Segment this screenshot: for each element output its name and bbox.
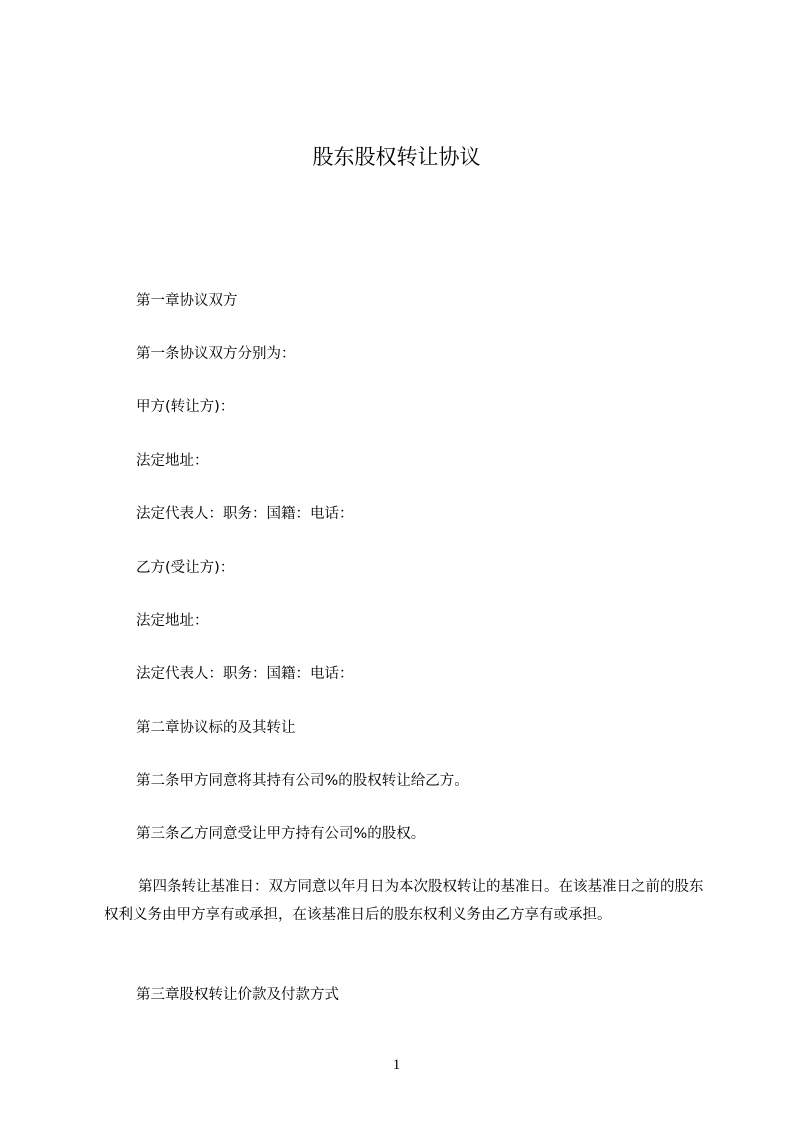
party-a-address: 法定地址： — [136, 453, 209, 469]
document-title: 股东股权转让协议 — [312, 145, 481, 169]
party-a-label: 甲方(转让方)： — [136, 399, 235, 415]
page-number: 1 — [392, 1057, 401, 1073]
article-1: 第一条协议双方分别为： — [136, 346, 296, 362]
chapter-2-heading: 第二章协议标的及其转让 — [136, 720, 296, 736]
chapter-1-heading: 第一章协议双方 — [136, 293, 238, 309]
chapter-3-heading: 第三章股权转让价款及付款方式 — [136, 987, 339, 1003]
party-a-representative: 法定代表人：职务：国籍：电话： — [136, 506, 354, 522]
party-b-representative: 法定代表人：职务：国籍：电话： — [136, 666, 354, 682]
article-2: 第二条甲方同意将其持有公司%的股权转让给乙方。 — [136, 773, 469, 789]
party-b-label: 乙方(受让方)： — [136, 560, 235, 576]
article-4: 第四条转让基准日：双方同意以年月日为本次股权转让的基准日。在该基准日之前的股东权利义务由甲方享有或承担，在该基准日后的股东权利义务由乙方享有或承担。 — [104, 879, 704, 923]
party-b-address: 法定地址： — [136, 613, 209, 629]
article-3: 第三条乙方同意受让甲方持有公司%的股权。 — [136, 826, 426, 842]
